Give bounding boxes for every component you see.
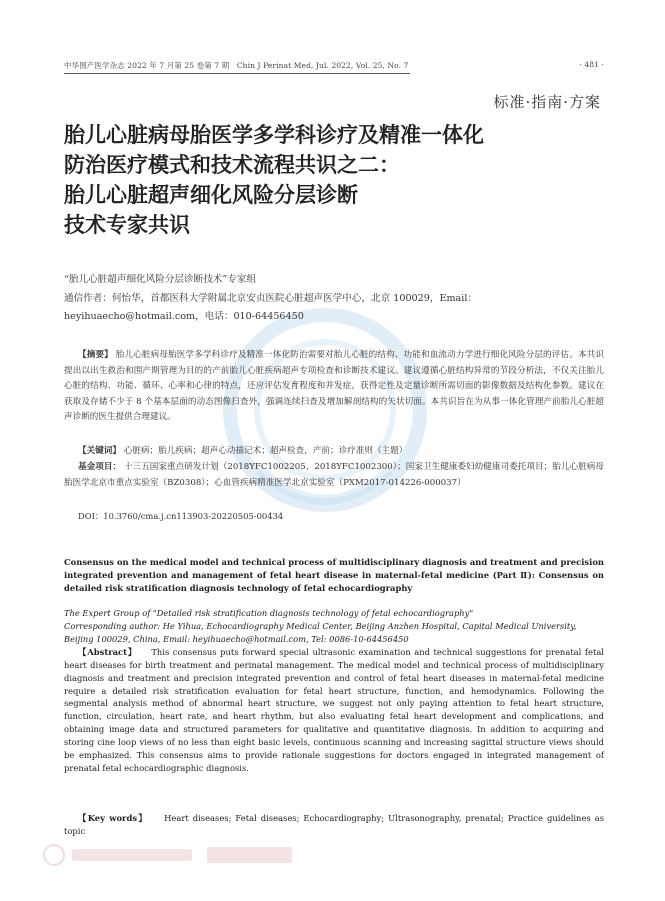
cn-keywords-text: 心脏病；胎儿疾病；超声心动描记术；超声检查，产前；诊疗准则（主题）: [123, 446, 408, 456]
cn-keywords-label: 【关键词】: [78, 446, 121, 456]
en-title: Consensus on the medical model and technical process of multidisciplinary diagnosis and treatment and precision integrated prevention and management of fetal heart disease in maternal-fetal medicine (Part Ⅱ): Consensus on detailed risk stratification diagnosis technology of fetal echocardiography: [64, 557, 604, 593]
cn-corresponding-author: 通信作者：何怡华，首都医科大学附属北京安贞医院心脏超声医学中心，北京 100029，Email：heyihuaecho@hotmail.com，电话：010-64456450: [64, 293, 478, 322]
header-rule: [64, 73, 410, 74]
cn-fund: [64, 460, 604, 491]
title-line: 胎儿心脏超声细化风险分层诊断: [64, 183, 358, 207]
running-header: [64, 60, 604, 71]
en-abstract: [64, 646, 604, 774]
en-corresponding-author: Corresponding author: He Yihua, Echocardiography Medical Center, Beijing Anzhen Hospital, Capital Medical University, Beijing 100029, China, Email: heyihuaecho@hotmail.com, Tel: 0086-10-64456450: [64, 621, 577, 644]
en-keywords-label: 【Key words】: [78, 813, 149, 823]
running-header-journal: 中华围产医学杂志 2022 年 7 月第 25 卷第 7 期 Chin J Perinat Med, Jul. 2022, Vol. 25, No. 7: [64, 61, 409, 70]
en-keywords-text: Heart diseases; Fetal diseases; Echocardiography; Ultrasonography, prenatal; Practice guidelines as topic: [64, 813, 605, 836]
article-title: [64, 120, 534, 240]
publisher-logo-watermark: [42, 843, 302, 867]
en-abstract-label: 【Abstract】: [78, 647, 138, 657]
cn-abstract: [64, 348, 604, 426]
en-expert-group: The Expert Group of "Detailed risk stratification diagnosis technology of fetal echocardiography": [64, 608, 474, 618]
cn-expert-group: “胎儿心脏超声细化风险分层诊断技术”专家组: [64, 274, 257, 285]
title-line: 技术专家共识: [64, 213, 190, 237]
section-label: 标准·指南·方案: [493, 93, 601, 111]
title-line: 胎儿心脏病母胎医学多学科诊疗及精准一体化: [64, 123, 484, 147]
cn-keywords: [64, 444, 604, 460]
cn-fund-label: 基金项目：: [78, 462, 122, 472]
cn-fund-text: 十三五国家重点研发计划（2018YFC1002205、2018YFC1002300）；国家卫生健康委妇幼健康司委托项目；胎儿心脏病母胎医学北京市重点实验室（BZ0308）；心血管疾病精准医学北京实验室（PXM2017-014226-000037）: [64, 462, 604, 488]
doi: DOI：10.3760/cma.j.cn113903-20220505-00434: [78, 511, 284, 521]
en-keywords: [64, 812, 604, 838]
page-number: · 481 ·: [579, 60, 604, 69]
cn-abstract-text: 胎儿心脏病母胎医学多学科诊疗及精准一体化防治需要对胎儿心脏的结构、功能和血流动力学进行细化风险分层的评估。本共识提出以出生救治和围产期管理为目的的产前胎儿心脏疾病超声专项检查和诊断技术建议。建议遵循心脏结构异常的节段分析法，不仅关注胎儿心脏的结构、功能、循环、心率和心律的特点，还应评估发育程度和并发症，获得定性及定量诊断所需切面的影像数据及结构化参数。建议在获取及存储不少于 8 个基本层面的动态图像扫查外，强调连续扫查及增加解剖结构的矢状切面。本共识旨在为从事一体化管理产前胎儿心脏超声诊断的医生提供合理建议。: [64, 350, 604, 423]
title-line: 防治医疗模式和技术流程共识之二：: [64, 153, 400, 177]
cn-abstract-label: 【摘要】: [78, 350, 113, 360]
en-abstract-text: This consensus puts forward special ultrasonic examination and technical suggestions for prenatal fetal heart diseases for birth treatment and perinatal management. The medical model and technical process of multidisciplinary diagnosis and treatment and precision integrated prevention and control of fetal heart diseases in maternal-fetal medicine require a detailed risk stratification evaluation for fetal heart structure, function, and hemodynamics. Following the segmental analysis method of abnormal heart structure, we suggest not only paying attention to fetal heart structure, function, circulation, heart rate, and heart rhythm, but also evaluating fetal heart development and complications, and obtaining image data and structured parameters for qualitative and quantitative diagnosis. In addition to acquiring and storing cine loop views of no less than eight basic levels, continuous scanning and increasing sagittal structure views should be emphasized. This consensus aims to provide rationale suggestions for doctors engaged in integrated management of prenatal fetal echocardiographic diagnosis.: [64, 647, 604, 773]
